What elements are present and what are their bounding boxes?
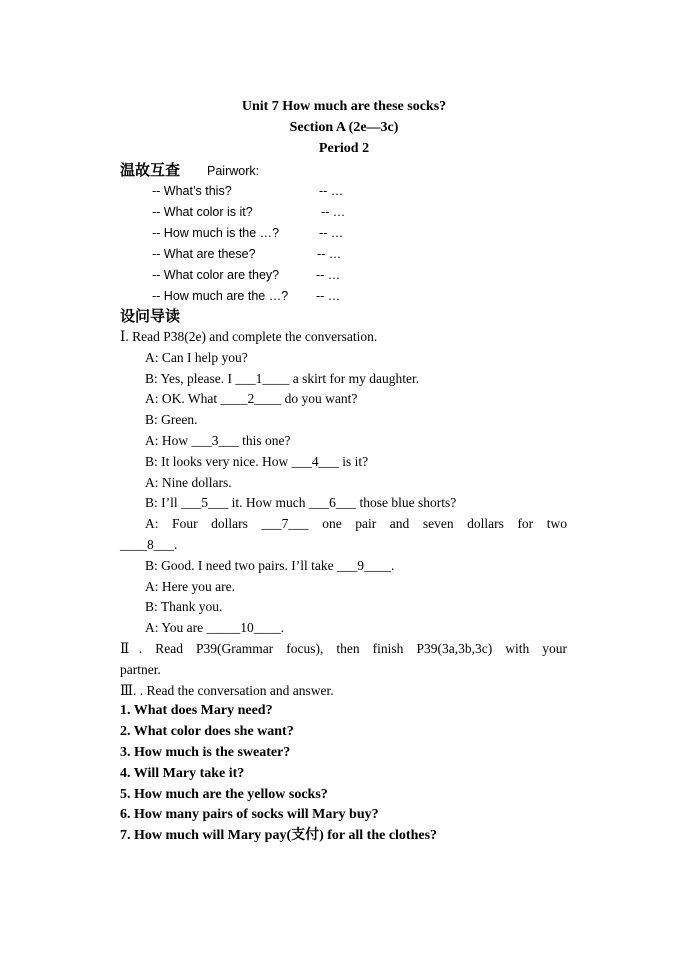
pairwork-question: -- What color are they? [152, 268, 280, 282]
unit-title: Unit 7 How much are these socks? [241, 99, 447, 114]
question-item: 3. How much is the sweater? [120, 745, 291, 760]
part-three-instruction: Ⅲ. . Read the conversation and answer. [120, 683, 334, 698]
dialogue-line: B: Thank you. [145, 599, 223, 614]
question-item: 5. How much are the yellow socks? [120, 787, 328, 802]
section-title: Section A (2e—3c) [289, 120, 399, 135]
pairwork-question: -- How much is the …? [152, 226, 280, 240]
dialogue-line: A: How ___3___ this one? [145, 433, 291, 448]
dialogue-line: A: Nine dollars. [145, 475, 232, 490]
dialogue-line: A: Can I help you? [145, 350, 248, 365]
review-heading: 温故互查 [120, 161, 181, 179]
question-item: 7. How much will Mary pay(支付) for all the clothes? [120, 828, 438, 843]
dialogue-line: A: Here you are. [145, 579, 235, 594]
dialogue-line-continued: ____8___. [120, 537, 178, 552]
dialogue-line: A: OK. What ____2____ do you want? [145, 391, 358, 406]
pairwork-question: -- What are these? [152, 247, 256, 261]
dialogue-line: B: I’ll ___5___ it. How much ___6___ those blue shorts? [145, 495, 457, 510]
dialogue-line: B: It looks very nice. How ___4___ is it? [145, 454, 369, 469]
part-two-instruction: Ⅱ. Read P39(Grammar focus), then finish P39(3a,3b,3c) with your [120, 641, 567, 656]
dialogue-line: B: Green. [145, 412, 198, 427]
pairwork-question: -- What’s this? [152, 184, 232, 198]
dialogue-line: A: Four dollars ___7___ one pair and seven dollars for two [145, 516, 567, 531]
period-title: Period 2 [318, 141, 370, 156]
pairwork-question: -- How much are the …? [152, 289, 289, 303]
pairwork-answer: -- … [316, 268, 341, 282]
dialogue-line: A: You are _____10____. [145, 620, 285, 635]
dialogue-line: B: Yes, please. I ___1____ a skirt for my daughter. [145, 371, 420, 386]
part-one-instruction: Ⅰ. Read P38(2e) and complete the conversation. [120, 329, 378, 344]
part-two-instruction-cont: partner. [120, 662, 161, 677]
pairwork-answer: -- … [319, 184, 344, 198]
pairwork-answer: -- … [319, 226, 344, 240]
pairwork-question: -- What color is it? [152, 205, 253, 219]
pairwork-answer: -- … [321, 205, 346, 219]
dialogue-line: B: Good. I need two pairs. I’ll take ___9____. [145, 558, 395, 573]
pairwork-label: Pairwork: [207, 164, 260, 178]
question-item: 1. What does Mary need? [120, 703, 273, 718]
question-item: 2. What color does she want? [120, 724, 294, 739]
guided-heading: 设问导读 [120, 307, 181, 325]
question-item: 6. How many pairs of socks will Mary buy? [120, 807, 379, 822]
question-item: 4. Will Mary take it? [120, 766, 245, 781]
pairwork-answer: -- … [317, 247, 342, 261]
pairwork-answer: -- … [316, 289, 341, 303]
